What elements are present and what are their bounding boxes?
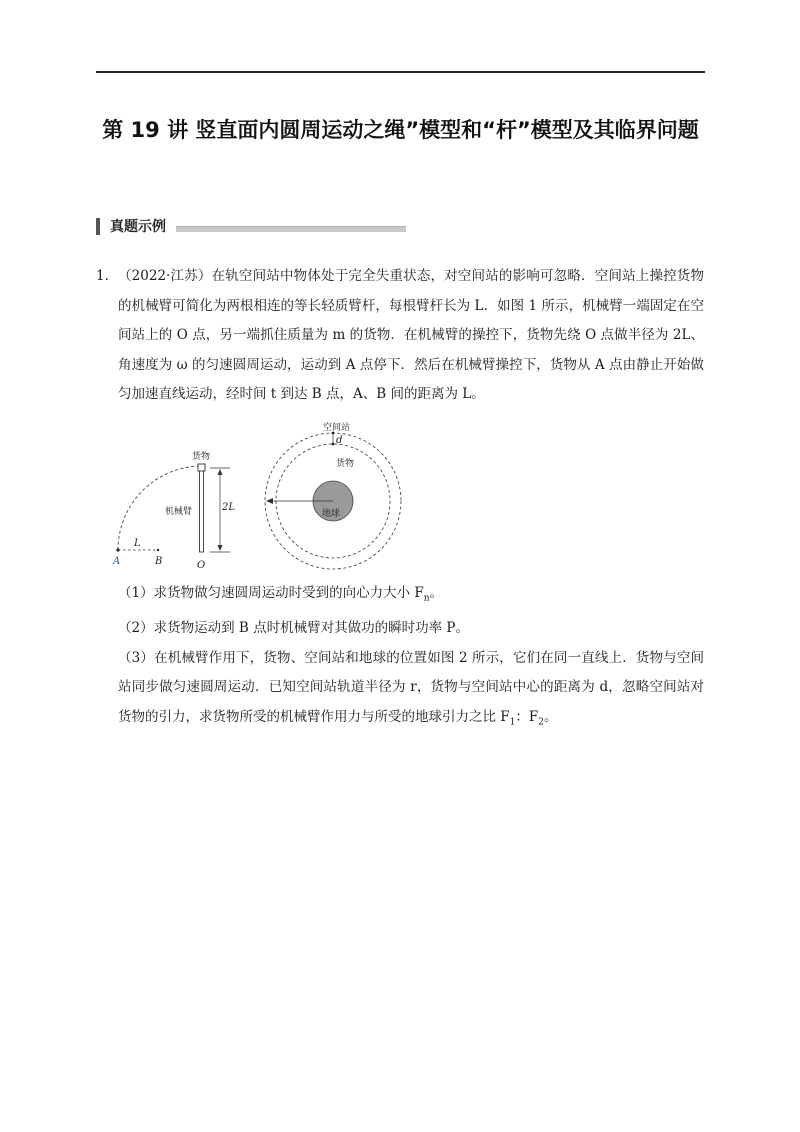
label-B: B: [155, 556, 163, 567]
label-O: O: [197, 560, 206, 571]
problem-number: 1．: [96, 268, 119, 284]
sub-questions: [118, 579, 704, 738]
label-earth: 地球: [322, 509, 341, 519]
question-3-mid: ：F: [515, 708, 539, 725]
dim-arrow-up: [218, 469, 223, 475]
figure-1-arm: [112, 450, 235, 571]
label-cargo-2: 货物: [336, 459, 355, 469]
label-2L: 2L: [222, 502, 236, 513]
question-3-text: （3）在机械臂作用下，货物、空间站和地球的位置如图 2 所示，它们在同一直线上．货物与空间站同步做匀速圆周运动．已知空间站轨道半径为 r，货物与空间站中心的距离为 d，忽略空间站对货物的引力，求货物所受的机械臂作用力与所受的地球引力之比 F: [118, 649, 704, 725]
question-1-end: 。: [429, 585, 444, 601]
section-underline: [176, 226, 406, 232]
label-L: L: [134, 538, 141, 549]
cargo-box: [198, 464, 205, 471]
question-3: [96, 644, 704, 738]
top-rule: [96, 71, 705, 73]
question-1: [118, 579, 704, 614]
question-1-subscript: n: [423, 593, 430, 604]
label-A: A: [113, 556, 121, 567]
problem-text: （2022·江苏）在轨空间站中物体处于完全失重状态，对空间站的影响可忽略．空间站上操控货物的机械臂可简化为两根相连的等长轻质臂杆，每根臂杆长为 L．如图 1 所示，机械臂一端固定在空间站上的 O 点，另一端抓住质量为 m 的货物．在机械臂的操控下，货物先绕 O 点做半径为 2L、角速度为 ω 的匀速圆周运动，运动到 A 点停下．然后在机械臂操控下，货物从 A 点由静止开始做匀加速直线运动，经时间 t 到达 B 点，A、B 间的距离为 L。: [118, 268, 704, 402]
page-title: 第 19 讲 竖直面内圆周运动之绳”模型和“杆”模型及其临界问题: [102, 118, 699, 142]
question-2: （2）求货物运动到 B 点时机械臂对其做功的瞬时功率 P。: [118, 620, 469, 637]
section-marker: [96, 218, 100, 235]
question-3-end: 。: [544, 708, 558, 725]
question-3-sub2: 2: [538, 717, 545, 728]
label-arm: 机械臂: [165, 507, 193, 517]
arm-rod: [200, 471, 204, 552]
section-header: [96, 216, 406, 236]
section-label: 真题示例: [110, 219, 166, 235]
label-station: 空间站: [323, 423, 351, 433]
question-3-sub1: 1: [509, 717, 516, 728]
question-1-text: （1）求货物做匀速圆周运动时受到的向心力大小 F: [118, 585, 424, 601]
dim-arrow-down: [218, 545, 223, 551]
point-B: [157, 549, 159, 551]
figure-2-orbit: [265, 421, 401, 569]
cargo-point: [332, 443, 335, 446]
label-cargo: 货物: [192, 452, 211, 462]
label-d: d: [336, 435, 343, 446]
problem-1: [96, 262, 704, 410]
problem-figures: [110, 418, 420, 573]
radius-arrow: [266, 498, 273, 504]
point-A: [116, 548, 119, 551]
